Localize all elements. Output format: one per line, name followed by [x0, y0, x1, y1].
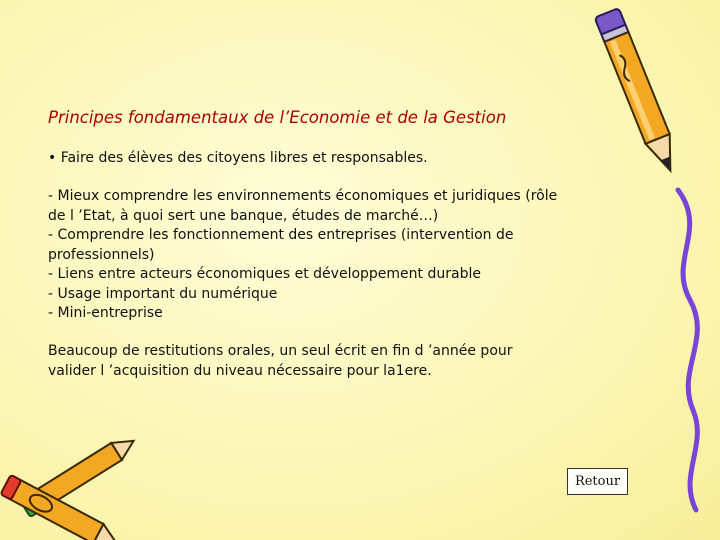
bullet-objective: • Faire des élèves des citoyens libres et responsables. — [48, 150, 428, 166]
paragraph-content — [48, 187, 608, 324]
slide-title: Principes fondamentaux de l’Economie et de la Gestion — [48, 108, 507, 127]
content-line: - Mini-entreprise — [48, 305, 163, 321]
pencils-clipart-icon — [0, 430, 150, 540]
paragraph-evaluation — [48, 342, 608, 381]
content-line: - Comprendre les fonctionnement des entreprises (intervention de — [48, 227, 514, 243]
squiggle-decoration-icon — [668, 190, 720, 530]
content-line: - Mieux comprendre les environnements économiques et juridiques (rôle — [48, 188, 558, 204]
retour-button[interactable]: Retour — [567, 468, 628, 495]
content-line: valider l ’acquisition du niveau nécessaire pour la1ere. — [48, 362, 432, 379]
content-line: Beaucoup de restitutions orales, un seul écrit en fin d ’année pour — [48, 343, 513, 359]
content-line: de l ’Etat, à quoi sert une banque, études de marché…) — [48, 207, 439, 224]
pencil-clipart-icon — [590, 0, 690, 200]
content-line: - Usage important du numérique — [48, 285, 278, 302]
content-line: professionnels) — [48, 246, 155, 263]
content-line: - Liens entre acteurs économiques et développement durable — [48, 266, 481, 282]
